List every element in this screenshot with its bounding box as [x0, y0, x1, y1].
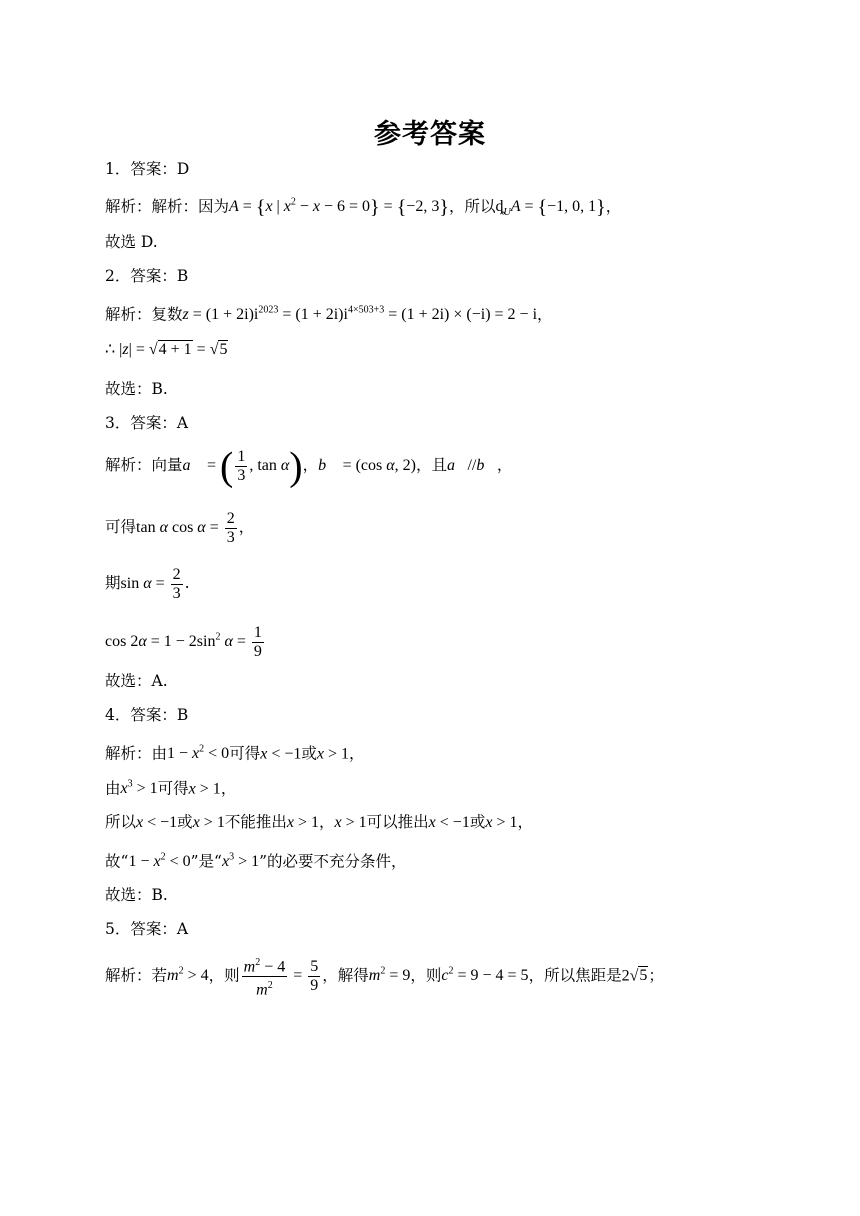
q4-line1: 解析：由$1 - x^2 < 0$可得x < −1或x > 1，	[105, 744, 365, 763]
q3-explanation: 解析：向量a⃗ = ( $\frac{1}{3}$ , tan α)，b⃗ = (cos α, 2)，且a⃗//b⃗，	[105, 443, 513, 489]
q3-line4: $\cos 2\alpha = 1 - 2\sin^2$ α = $\frac{1}{9}$	[105, 624, 262, 661]
q3-conclusion: 故选：A.	[105, 672, 168, 690]
q4-line4: 故“$1 - x^2 < 0$”是“$x^3 > 1$”的必要不充分条件，	[105, 852, 407, 871]
q4-answer: 4．答案：B	[105, 706, 189, 724]
q5-answer: 5．答案：A	[105, 920, 189, 938]
q1-complement-expression: $ȡ_UA = \{-1$, 0, 1}	[495, 196, 606, 219]
q3-line3: 期sin α = $\frac{2}{3}$ .	[105, 565, 190, 602]
page-title: 参考答案	[374, 119, 486, 150]
q2-explanation: 解析：复数$z = (1 + 2i)i^{2023} = (1 + 2i)i^{4\times 503+3} = (1 + 2i) \times (-i) = 2 - i$，	[105, 305, 553, 324]
q3-parallel: a⃗//b⃗	[447, 457, 497, 474]
q4-line2: 由$x^3 > 1$可得x > 1，	[105, 779, 237, 798]
q3-vector-b: b⃗ = (cos α, 2)	[318, 457, 416, 474]
q3-line2: 可得tan α cos α = $\frac{2}{3}$ ，	[105, 509, 255, 546]
q4-line3: 所以x < −1或x > 1不能推出x > 1，x > 1可以推出x < −1或x > 1，	[105, 813, 533, 831]
q1-answer: 1．答案：D	[105, 160, 190, 178]
q5-line1: 解析：若$m^2 > 4$，则 $\frac{m^2 - 4}{m^2}$ = $\frac{5}{9}$ ，解得$m^2 = 9$，则$c^2 = 9 - 4 = 5$，所以焦距是2√5；	[105, 952, 664, 999]
q2-expression: $z = (1 + 2i)i^{2023} = (1 + 2i)i^{4\times 503+3} = (1 + 2i) \times (-i) = 2 - i$	[182, 305, 538, 324]
q1-explanation: 解析：解析：因为A = {x | $x^2 - x - 6 = 0\} = \{-2$, 3}，所以$ȡ_UA = \{-1$, 0, 1}，	[105, 196, 622, 219]
q1-set-expression: A = {x | $x^2 - x - 6 = 0\} = \{-2$, 3}	[229, 196, 449, 219]
q1-conclusion: 故选 D.	[105, 233, 158, 251]
q3-vector-a: a⃗ = ( $\frac{1}{3}$ , tan α)	[182, 443, 303, 489]
q2-modulus: ∴ |z| = √4 + 1 = √5	[105, 341, 228, 358]
q3-answer: 3．答案：A	[105, 414, 189, 432]
q4-conclusion: 故选：B.	[105, 886, 168, 904]
q2-answer: 2．答案：B	[105, 267, 189, 285]
q2-conclusion: 故选：B.	[105, 380, 168, 398]
